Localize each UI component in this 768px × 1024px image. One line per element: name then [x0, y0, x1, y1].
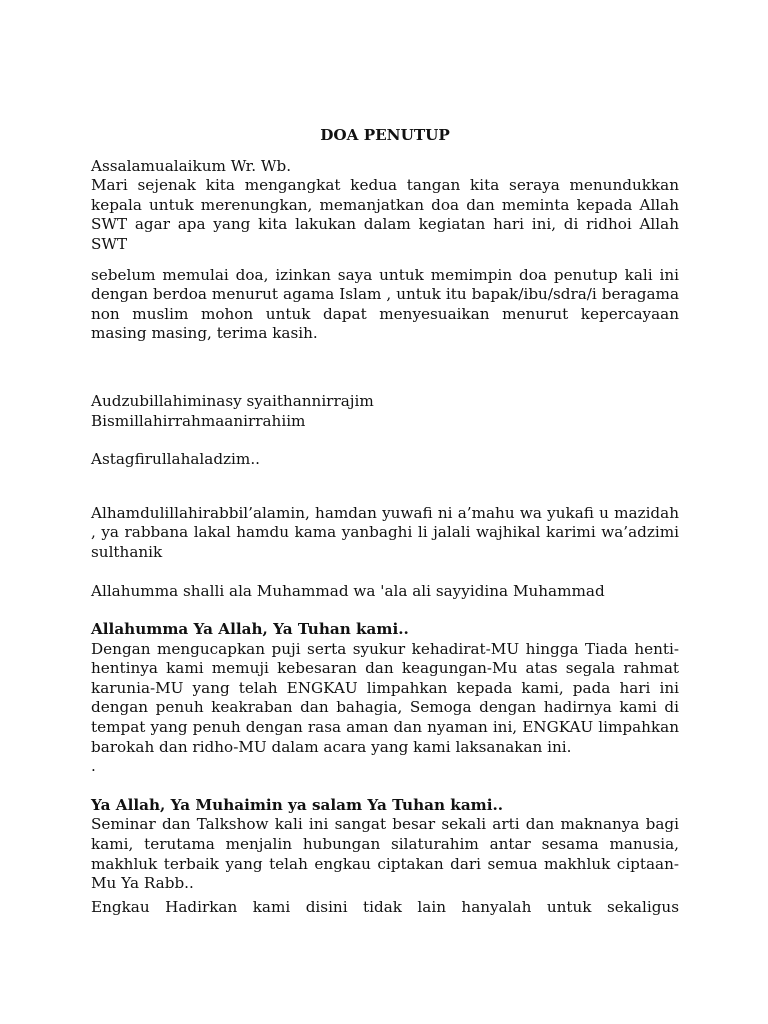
hamdalah-paragraph: Alhamdulillahirabbil’alamin, hamdan yuwafi ni a’mahu wa yukafi u mazidah , ya rabbana lakal hamdu kama yanbaghi li jalali wajhikal karimi wa’adzimi sulthanik	[91, 503, 679, 561]
greeting: Assalamualaikum Wr. Wb.	[91, 156, 292, 175]
section-paragraph-3: Engkau Hadirkan kami disini tidak lain hanyalah untuk sekaligus	[91, 897, 679, 916]
intro-paragraph: Mari sejenak kita mengangkat kedua tangan kita seraya menundukkan kepala untuk merenungkan, memanjatkan doa dan meminta kepada Allah SWT agar apa yang kita lakukan dalam kegiatan hari ini, di ridhoi Allah SWT	[91, 176, 679, 253]
basmalah-line: Bismillahirrahmaanirrahiim	[91, 411, 306, 430]
istighfar-line: Astagfirullahaladzim..	[91, 450, 260, 469]
section-heading-2: Ya Allah, Ya Muhaimin ya salam Ya Tuhan kami..	[91, 795, 504, 814]
document-title: DOA PENUTUP	[320, 126, 450, 144]
section-heading-1: Allahumma Ya Allah, Ya Tuhan kami..	[91, 620, 409, 639]
shalawat-line: Allahumma shalli ala Muhammad wa 'ala ali sayyidina Muhammad	[91, 581, 605, 600]
taawudz-line: Audzubillahiminasy syaithannirrajim	[91, 391, 374, 410]
stray-dot: .	[91, 757, 96, 776]
section-paragraph-1: Dengan mengucapkan puji serta syukur kehadirat-MU hingga Tiada henti-hentinya kami memuji kebesaran dan keagungan-Mu atas segala rahmat karunia-MU yang telah ENGKAU limpahkan kepada kami, pada hari ini dengan penuh keakraban dan bahagia, Semoga dengan hadirnya kami di tempat yang penuh dengan rasa aman dan nyaman ini, ENGKAU limpahkan barokah dan ridho-MU dalam acara yang kami laksanakan ini.	[91, 639, 679, 756]
section-paragraph-2: Seminar dan Talkshow kali ini sangat besar sekali arti dan maknanya bagi kami, terutama menjalin hubungan silaturahim antar sesama manusia, makhluk terbaik yang telah engkau ciptakan dari semua makhluk ciptaan-Mu Ya Rabb..	[91, 815, 679, 893]
notice-paragraph: sebelum memulai doa, izinkan saya untuk memimpin doa penutup kali ini dengan berdoa menurut agama Islam , untuk itu bapak/ibu/sdra/i beragama non muslim mohon untuk dapat menyesuaikan menurut kepercayaan masing masing, terima kasih.	[91, 265, 679, 343]
document-body	[91, 126, 679, 917]
